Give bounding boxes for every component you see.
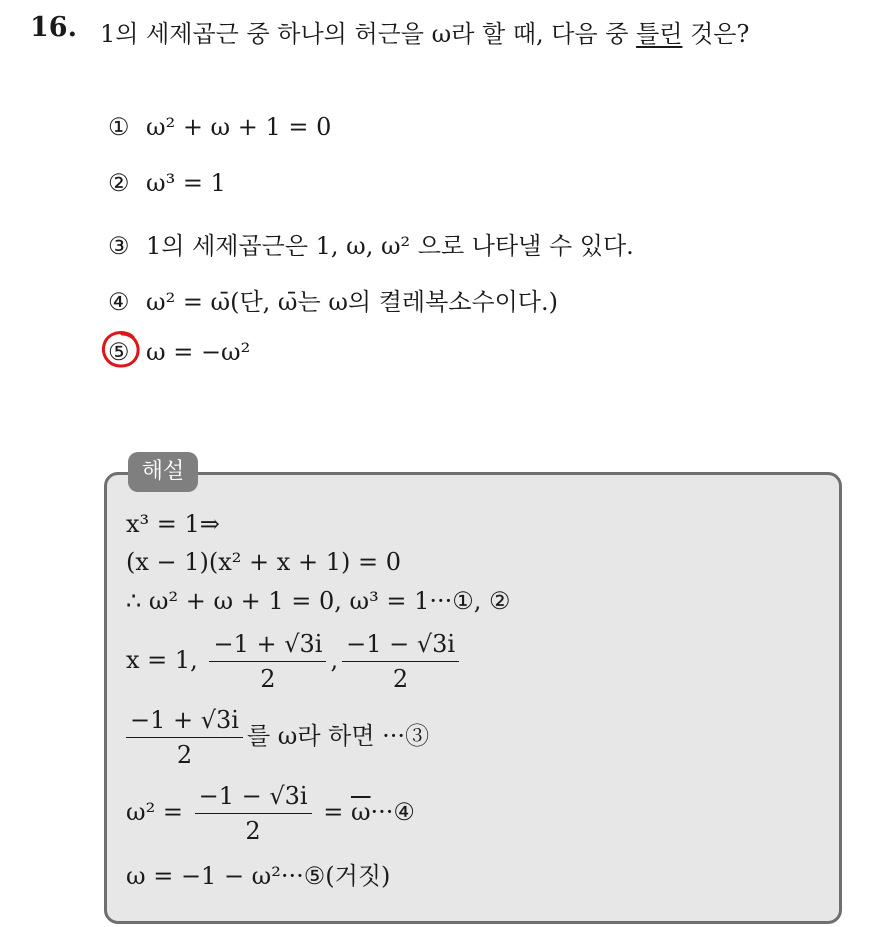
option-1-text: ω² + ω + 1 = 0 (146, 113, 332, 141)
solution-line-2: (x − 1)(x² + x + 1) = 0 (126, 548, 401, 576)
fraction-omega-den: 2 (176, 741, 193, 769)
option-2-text: ω³ = 1 (146, 169, 226, 197)
option-3-text: 1의 세제곱근은 1, ω, ω² 으로 나타낼 수 있다. (146, 232, 634, 260)
fraction-root-a (209, 630, 326, 693)
fraction-root-b-num: −1 − √3i (342, 630, 459, 662)
option-5-mark: ⑤ (108, 338, 130, 366)
fraction-omega-squared-num: −1 − √3i (195, 782, 312, 814)
solution-line-5-suffix: 를 ω라 하면 ···③ (246, 722, 430, 750)
option-4-mark: ④ (108, 288, 130, 316)
option-2[interactable] (108, 169, 226, 197)
question-number: 16. (30, 12, 77, 43)
option-2-mark: ② (108, 169, 130, 197)
question-underlined-word: 틀린 (636, 20, 683, 48)
question-text-after: 것은? (682, 20, 750, 48)
question-text (100, 14, 749, 49)
solution-line-4: x = 1, $\frac{-1 + √3i}{2}$ , $\frac{-1 - √3i}{2}$ (126, 630, 463, 693)
solution-line-6 (126, 782, 415, 845)
fraction-root-b (342, 630, 459, 693)
solution-line-5 (122, 706, 429, 769)
fraction-omega-squared-den: 2 (245, 817, 261, 845)
fraction-root-b-den: 2 (392, 665, 409, 693)
option-5-text: ω = −ω² (146, 338, 251, 366)
solution-line-3: ∴ ω² + ω + 1 = 0, ω³ = 1···①, ② (126, 587, 511, 615)
fraction-omega-squared (195, 782, 312, 845)
option-4[interactable] (108, 282, 558, 317)
solution-line-1: x³ = 1⇒ (126, 510, 220, 538)
option-1[interactable] (108, 113, 331, 141)
option-1-mark: ① (108, 113, 130, 141)
omega-conjugate: $\overline{\omega}$ (350, 798, 371, 826)
solution-line-6-prefix: ω² = (126, 798, 183, 826)
fraction-root-a-num: −1 + √3i (209, 630, 326, 662)
solution-line-4-prefix: x = 1, (126, 646, 198, 674)
solution-line-6-tail: ···④ (370, 798, 415, 826)
question-text-before: 1의 세제곱근 중 하나의 허근을 ω라 할 때, 다음 중 (100, 20, 637, 48)
answer-circle-mark (100, 328, 142, 370)
option-3[interactable] (108, 226, 634, 261)
fraction-omega-num: −1 + √3i (126, 706, 243, 738)
solution-line-7: ω = −1 − ω²···⑤(거짓) (126, 862, 391, 890)
option-4-text: ω² = ω̄(단, ω̄는 ω의 켤레복소수이다.) (146, 288, 558, 316)
option-3-mark: ③ (108, 232, 130, 260)
fraction-root-a-den: 2 (260, 665, 276, 693)
solution-line-6-eq: = (323, 798, 344, 826)
fraction-omega (126, 706, 243, 769)
solution-tag: 해설 (128, 452, 198, 492)
